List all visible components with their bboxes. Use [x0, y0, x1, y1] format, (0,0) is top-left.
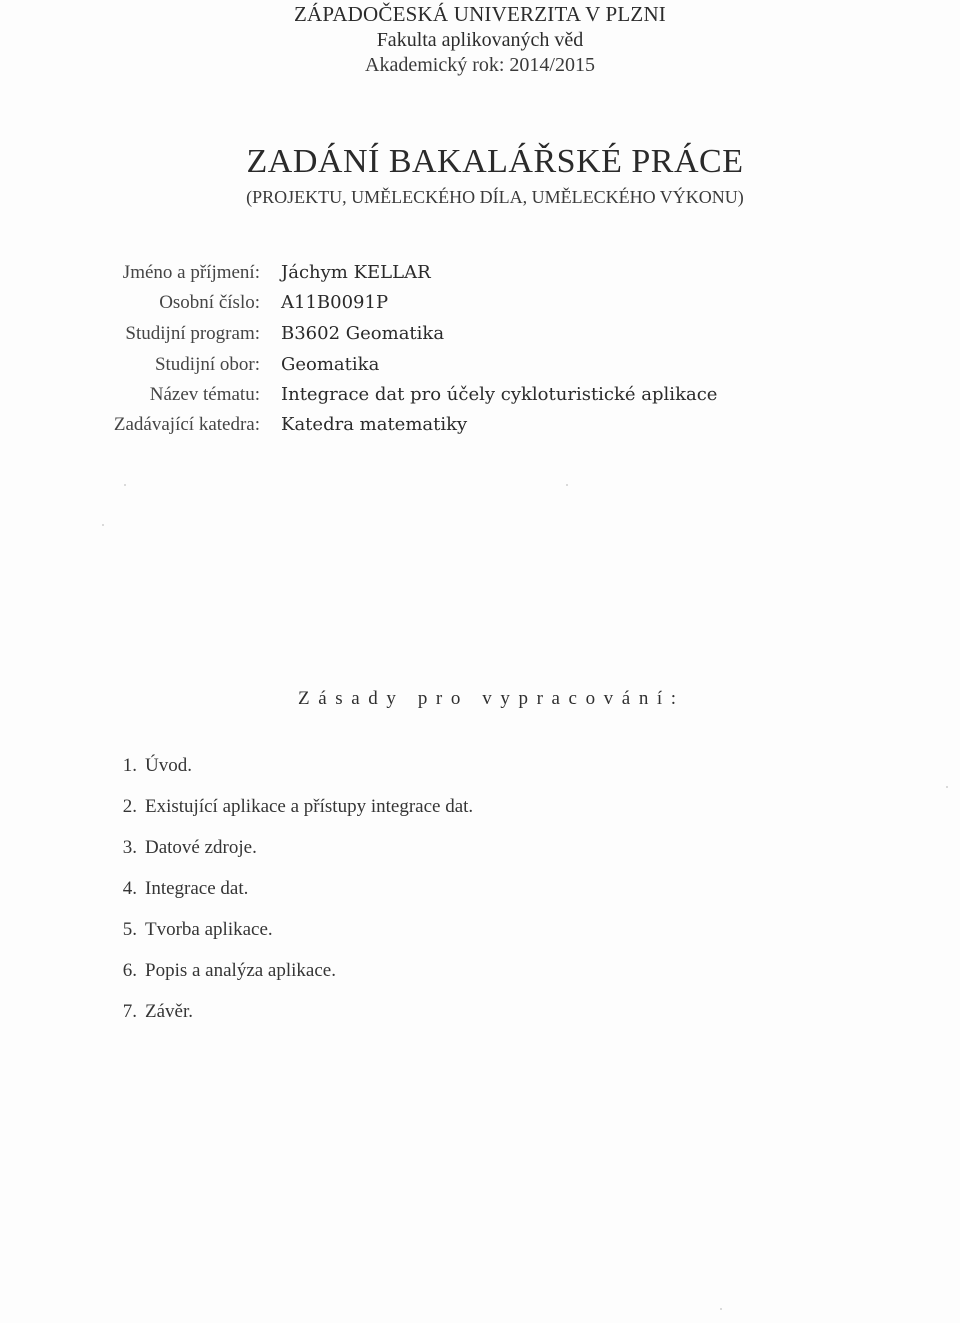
- list-item: [0, 796, 960, 822]
- scan-speck: [946, 786, 948, 788]
- list-item: [0, 755, 960, 781]
- info-value: B3602 Geomatika: [281, 323, 445, 344]
- info-row-study-field: [0, 354, 960, 384]
- info-value: A11B0091P: [281, 292, 389, 313]
- scan-speck: [566, 484, 568, 486]
- document-subtitle: (PROJEKTU, UMĚLECKÉHO DÍLA, UMĚLECKÉHO VÝKONU): [246, 187, 744, 207]
- info-row-name: [0, 262, 960, 292]
- info-label: Jméno a příjmení:: [122, 262, 260, 283]
- list-item-number: 2.: [122, 796, 137, 817]
- info-label: Zadávající katedra:: [113, 414, 260, 435]
- list-item-number: 7.: [122, 1001, 137, 1022]
- list-item-text: Tvorba aplikace.: [145, 919, 273, 940]
- list-item-number: 3.: [122, 837, 137, 858]
- list-item-text: Závěr.: [145, 1001, 194, 1022]
- info-label: Studijní obor:: [154, 354, 260, 375]
- list-item: [0, 837, 960, 863]
- list-item-text: Integrace dat.: [145, 878, 249, 899]
- academic-year: Akademický rok: 2014/2015: [365, 54, 595, 76]
- info-value: Katedra matematiky: [281, 414, 468, 435]
- info-label: Osobní číslo:: [159, 292, 260, 313]
- info-row-department: [0, 414, 960, 444]
- list-item-text: Datové zdroje.: [145, 837, 257, 858]
- list-item-number: 5.: [122, 919, 137, 940]
- list-item-number: 6.: [122, 960, 137, 981]
- list-item-text: Popis a analýza aplikace.: [145, 960, 336, 981]
- list-item-text: Existující aplikace a přístupy integrace dat.: [145, 796, 474, 817]
- scan-speck: [720, 1308, 722, 1310]
- info-row-personal-number: [0, 292, 960, 322]
- info-label: Název tématu:: [149, 384, 260, 405]
- list-item-number: 4.: [122, 878, 137, 899]
- info-value: Integrace dat pro účely cykloturistické aplikace: [281, 384, 718, 405]
- list-item: [0, 1001, 960, 1027]
- document-title: ZADÁNÍ BAKALÁŘSKÉ PRÁCE: [246, 143, 744, 180]
- scan-speck: [124, 484, 126, 486]
- list-item-number: 1.: [122, 755, 137, 776]
- info-row-study-program: [0, 323, 960, 353]
- info-value: Jáchym KELLAR: [281, 262, 431, 283]
- list-item: [0, 960, 960, 986]
- info-value: Geomatika: [281, 354, 380, 375]
- info-row-topic: [0, 384, 960, 414]
- scan-speck: [102, 524, 104, 526]
- list-item-text: Úvod.: [145, 755, 192, 776]
- university-name: ZÁPADOČESKÁ UNIVERZITA V PLZNI: [293, 2, 667, 26]
- list-item: [0, 919, 960, 945]
- principles-heading: Zásady pro vypracování:: [298, 688, 685, 709]
- info-label: Studijní program:: [125, 323, 260, 344]
- list-item: [0, 878, 960, 904]
- faculty-name: Fakulta aplikovaných věd: [376, 29, 584, 51]
